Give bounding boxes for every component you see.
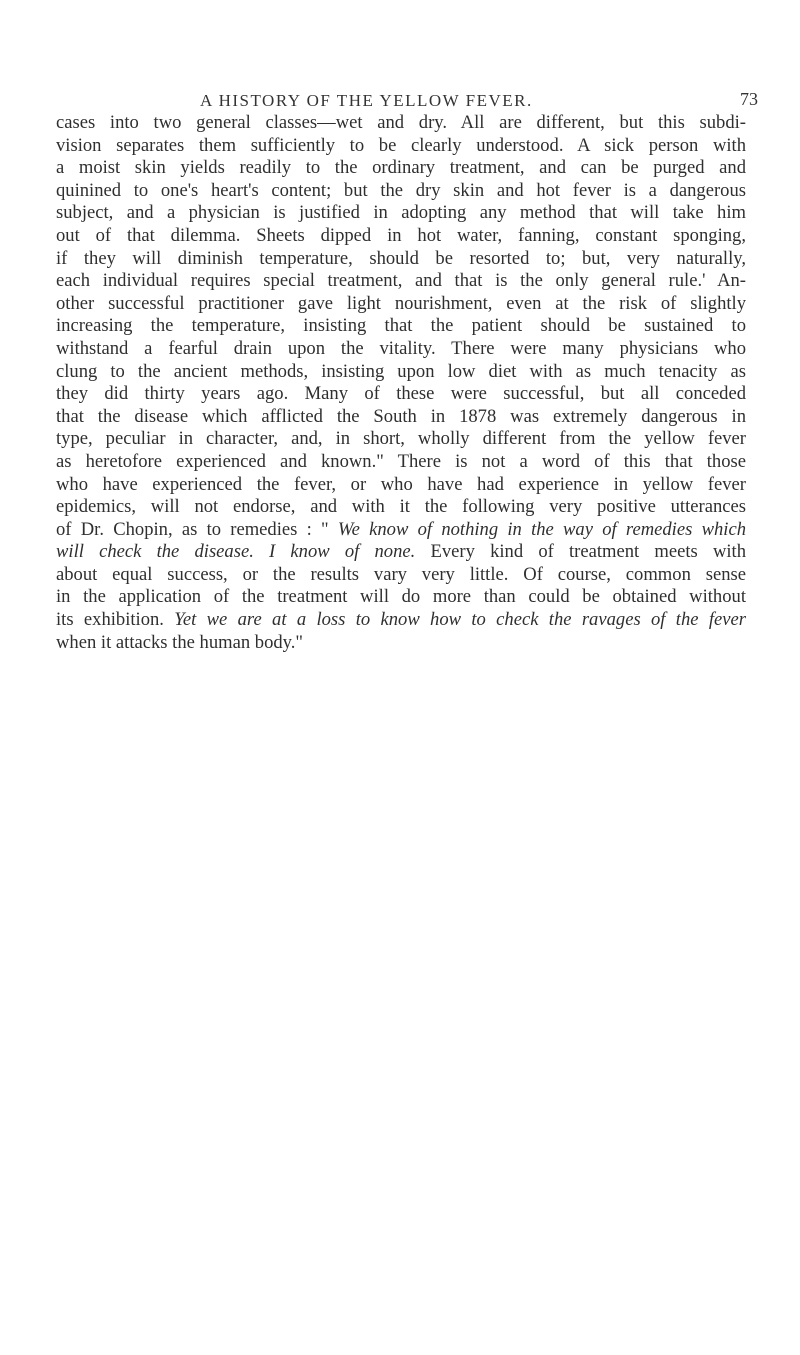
text-line (56, 428, 746, 451)
text-segment: out of that dilemma. Sheets dipped in hot water, fanning, constant sponging, (56, 224, 746, 246)
text-segment: about equal success, or the results vary very little. Of course, common sense (56, 563, 746, 585)
text-line (56, 541, 746, 564)
text-segment: a moist skin yields readily to the ordinary treatment, and can be purged and (56, 157, 746, 179)
text-line (56, 632, 746, 655)
text-segment: withstand a fearful drain upon the vitality. There were many physicians who (56, 337, 746, 359)
text-segment: that the disease which afflicted the South in 1878 was extremely dangerous in (56, 405, 746, 427)
text-segment: increasing the temperature, insisting that the patient should be sustained to (56, 315, 746, 337)
text-segment: epidemics, will not endorse, and with it the following very positive utterances (56, 496, 746, 518)
text-line (56, 361, 746, 384)
text-segment: when it attacks the human body." (56, 631, 304, 653)
text-segment: quinined to one's heart's content; but the dry skin and hot fever is a dangerous (56, 179, 746, 201)
text-line (56, 293, 746, 316)
text-line (56, 202, 746, 225)
text-line (56, 248, 746, 271)
text-line (56, 519, 746, 542)
text-segment: its exhibition. (56, 609, 175, 631)
text-segment: Every kind of treatment meets with (415, 541, 747, 563)
text-line (56, 157, 746, 180)
text-segment: if they will diminish temperature, should be resorted to; but, very naturally, (56, 247, 746, 269)
text-line (56, 451, 746, 474)
text-line (56, 270, 746, 293)
text-line (56, 609, 746, 632)
text-segment: of Dr. Chopin, as to remedies : " (56, 518, 338, 540)
text-line (56, 338, 746, 361)
text-segment: who have experienced the fever, or who have had experience in yellow fever (56, 473, 746, 495)
text-segment: as heretofore experienced and known." There is not a word of this that those (56, 450, 746, 472)
text-line (56, 112, 746, 135)
text-segment: vision separates them sufficiently to be clearly understood. A sick person with (56, 134, 746, 156)
text-segment: other successful practitioner gave light nourishment, even at the risk of slightly (56, 292, 746, 314)
text-line (56, 315, 746, 338)
text-line (56, 383, 746, 406)
page-number: 73 (740, 89, 758, 109)
text-line (56, 474, 746, 497)
text-segment: each individual requires special treatment, and that is the only general rule.' An- (56, 270, 746, 292)
text-line (56, 496, 746, 519)
text-segment: in the application of the treatment will do more than could be obtained without (56, 586, 746, 608)
text-line (56, 564, 746, 587)
text-line (56, 406, 746, 429)
text-line (56, 586, 746, 609)
italic-text: Yet we are at a loss to know how to check the ravages of the fever (174, 609, 746, 631)
italic-text: will check the disease. I know of none. (56, 541, 416, 563)
text-segment: they did thirty years ago. Many of these were successful, but all conceded (56, 383, 746, 405)
text-segment: cases into two general classes—wet and dry. All are different, but this subdi- (56, 112, 746, 133)
text-line (56, 135, 746, 158)
text-line (56, 225, 746, 248)
text-segment: clung to the ancient methods, insisting upon low diet with as much tenacity as (56, 360, 746, 382)
text-segment: subject, and a physician is justified in adopting any method that will take him (56, 202, 746, 224)
text-line (56, 180, 746, 203)
italic-text: We know of nothing in the way of remedies which (337, 518, 746, 540)
body-paragraph (56, 112, 746, 654)
running-title: A HISTORY OF THE YELLOW FEVER. (200, 91, 533, 110)
text-segment: type, peculiar in character, and, in short, wholly different from the yellow fever (56, 428, 746, 450)
